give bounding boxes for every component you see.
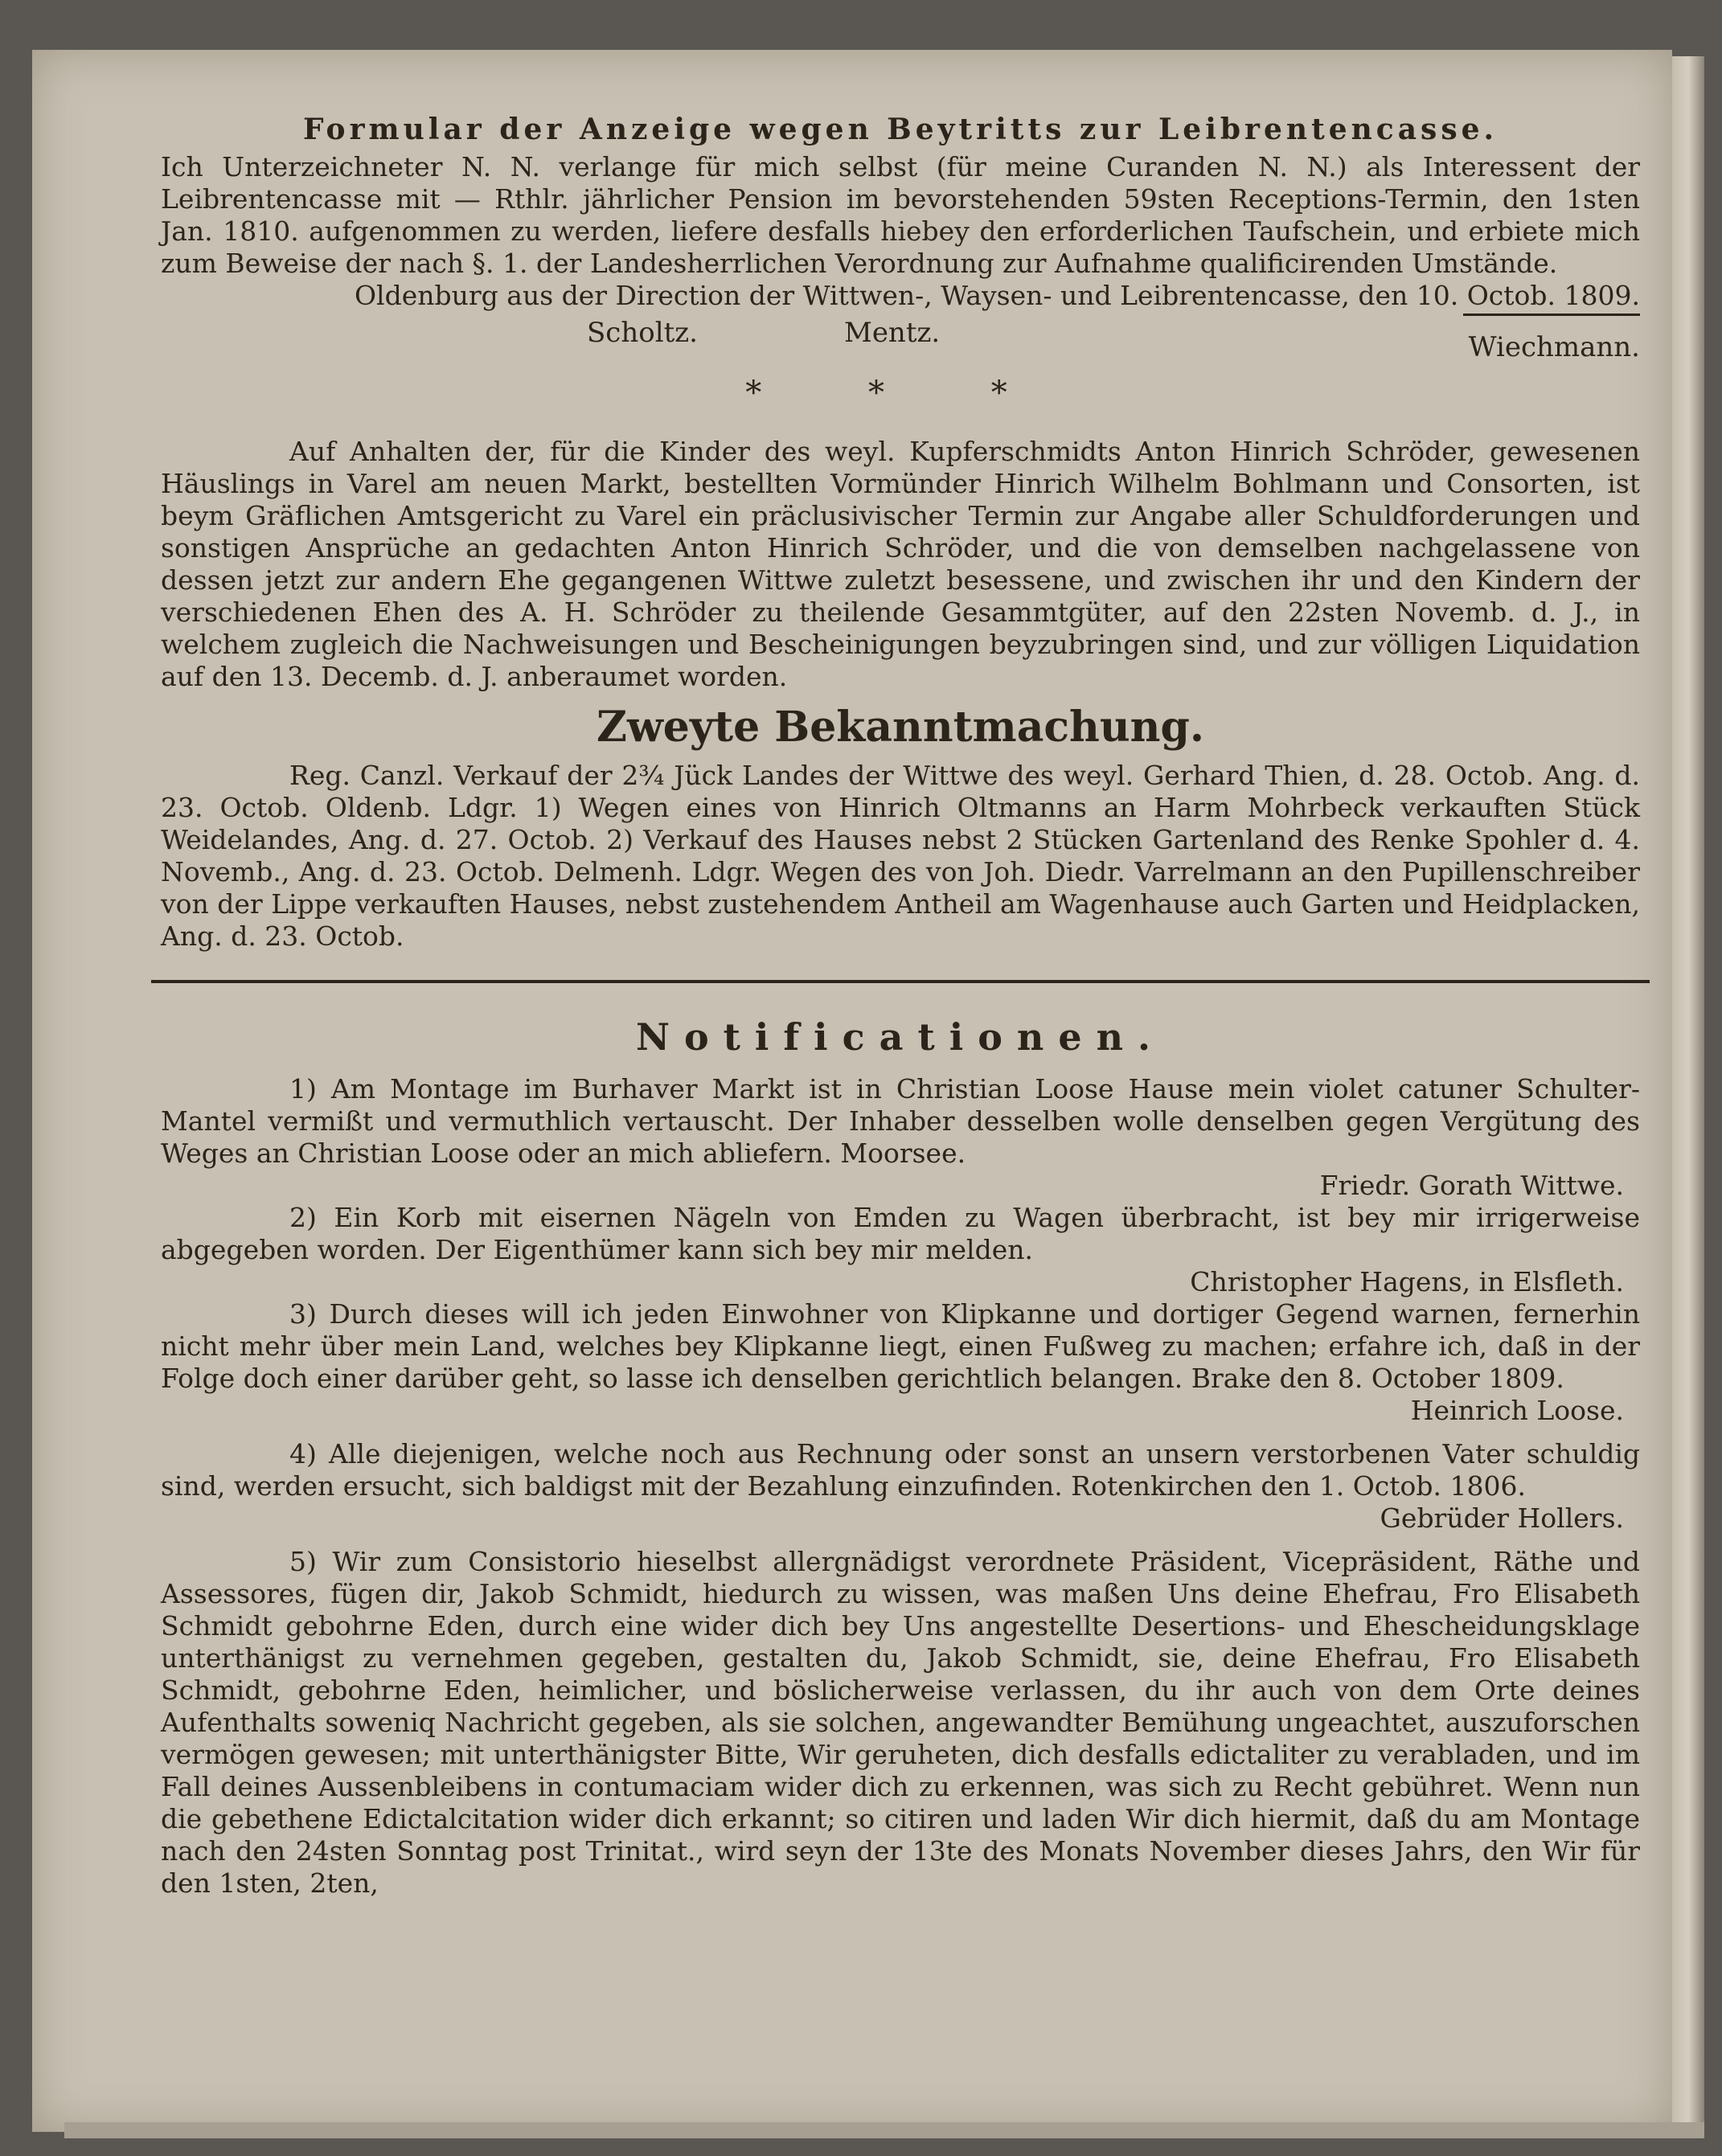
page-fore-edge [1672,56,1704,2126]
notification-4-signature: Gebrüder Hollers. [1380,1502,1624,1534]
notification-1-signature: Friedr. Gorath Wittwe. [1319,1170,1624,1201]
notification-1-text: 1) Am Montage im Burhaver Markt ist in Christian Loose Hause mein violet catuner Schulter-Mantel vermißt und vermuthlich vertauscht. Der Inhaber desselben wolle denselben gegen Vergütung des Weges an Christian Loose oder an mich abliefern. Moorsee. [161,1073,1640,1169]
notification-2-text: 2) Ein Korb mit eisernen Nägeln von Emden zu Wagen überbracht, ist bey mir irrigerweise abgegeben worden. Der Eigenthümer kann sich bey mir melden. [161,1202,1640,1265]
formular-place-date: Oldenburg aus der Direction der Wittwen-, Waysen- und Leibrentencasse, den 10. Octob. 1809. [355,280,1640,311]
asterism-separator: * * * [745,375,1056,412]
notification-3-signature: Heinrich Loose. [1410,1395,1624,1426]
signature-wiechmann: Wiechmann. [1468,331,1640,363]
notification-2-signature: Christopher Hagens, in Elsfleth. [1190,1266,1624,1297]
signature-mentz: Mentz. [844,317,941,349]
notification-3-text: 3) Durch dieses will ich jeden Einwohner von Klipkanne und dortiger Gegend warnen, fernerhin nicht mehr über mein Land, welches bey Klipkanne liegt, einen Fußweg zu machen; erfahre ich, daß in der Folge doch einer darüber geht, so lasse ich denselben gerichtlich belangen. Brake den 8. October 1809. [161,1298,1640,1394]
page-bottom-edge [64,2122,1704,2138]
formular-title: Formular der Anzeige wegen Beytritts zur Leibrentencasse. [302,113,1499,146]
signature-scholtz: Scholtz. [587,317,698,349]
formular-body: Ich Unterzeichneter N. N. verlange für mich selbst (für meine Curanden N. N.) als Interessent der Leibrentencasse mit — Rthlr. jährlicher Pension im bevorstehenden 59sten Receptions-Termin, den 1sten Jan. 1810. aufgenommen zu werden, liefere desfalls hiebey den erforderlichen Taufschein, und erbiete mich zum Beweise der nach §. 1. der Landesherrlichen Verordnung zur Aufnahme qualificirenden Umstände. [161,151,1640,279]
notification-4-text: 4) Alle diejenigen, welche noch aus Rechnung oder sonst an unsern verstorbenen Vater schuldig sind, werden ersucht, sich baldigst mit der Bezahlung einzufinden. Rotenkirchen den 1. Octob. 1806. [161,1438,1640,1502]
schroeder-notice: Auf Anhalten der, für die Kinder des weyl. Kupferschmidts Anton Hinrich Schröder, gewesenen Häuslings in Varel am neuen Markt, bestellten Vormünder Hinrich Wilhelm Bohlmann und Consorten, ist beym Gräflichen Amtsgericht zu Varel ein präclusivischer Termin zur Angabe aller Schuldforderungen und sonstigen Ansprüche an gedachten Anton Hinrich Schröder, und die von demselben nachgelassene von dessen jetzt zur andern Ehe gegangenen Wittwe zuletzt besessene, und zwischen ihr und den Kindern der verschiedenen Ehen des A. H. Schröder zu theilende Gesammtgüter, auf den 22sten Novemb. d. J., in welchem zugleich die Nachweisungen und Bescheinigungen beyzubringen sind, und zur völligen Liquidation auf den 13. Decemb. d. J. anberaumet worden. [161,436,1640,692]
notification-5-text: 5) Wir zum Consistorio hieselbst allergnädigst verordnete Präsident, Vicepräsident, Räthe und Assessores, fügen dir, Jakob Schmidt, hiedurch zu wissen, was maßen Uns deine Ehefrau, Fro Elisabeth Schmidt gebohrne Eden, durch eine wider dich bey Uns angestellte Desertions- und Ehescheidungsklage unterthänigst zu vernehmen gegeben, gestalten du, Jakob Schmidt, sie, deine Ehefrau, Fro Elisabeth Schmidt, gebohrne Eden, heimlicher, und böslicherweise verlassen, du ihr auch von dem Orte deines Aufenthalts soweniq Nachricht gegeben, als sie solchen, angewandter Bemühung ungeachtet, auszuforschen vermögen gewesen; mit unterthänigster Bitte, Wir geruheten, dich desfalls edictaliter zu verabladen, und im Fall deines Aussenbleibens in contumaciam wider dich zu erkennen, was sich zu Recht gebühret. Wenn nun die gebethene Edictalcitation wider dich erkannt; so citiren und laden Wir dich hiermit, daß du am Montage nach den 24sten Sonntag post Trinitat., wird seyn der 13te des Monats November dieses Jahrs, den Wir für den 1sten, 2ten, [161,1546,1640,1899]
zweyte-body: Reg. Canzl. Verkauf der 2¾ Jück Landes der Wittwe des weyl. Gerhard Thien, d. 28. Octob. Ang. d. 23. Octob. Oldenb. Ldgr. 1) Wegen eines von Hinrich Oltmanns an Harm Mohrbeck verkauften Stück Weidelandes, Ang. d. 27. Octob. 2) Verkauf des Hauses nebst 2 Stücken Gartenland des Renke Spohler d. 4. Novemb., Ang. d. 23. Octob. Delmenh. Ldgr. Wegen des von Joh. Diedr. Varrelmann an den Pupillenschreiber von der Lippe verkauften Hauses, nebst zustehendem Antheil am Wagenhause auch Garten und Heidplacken, Ang. d. 23. Octob. [161,760,1640,952]
zweyte-heading: Zweyte Bekanntmachung. [597,703,1204,752]
page-content [161,113,1640,1900]
signature-rule [1463,314,1640,316]
notifications-heading: Notificationen. [635,1015,1166,1059]
formular-signatures [161,317,1640,363]
section-divider [151,980,1650,983]
